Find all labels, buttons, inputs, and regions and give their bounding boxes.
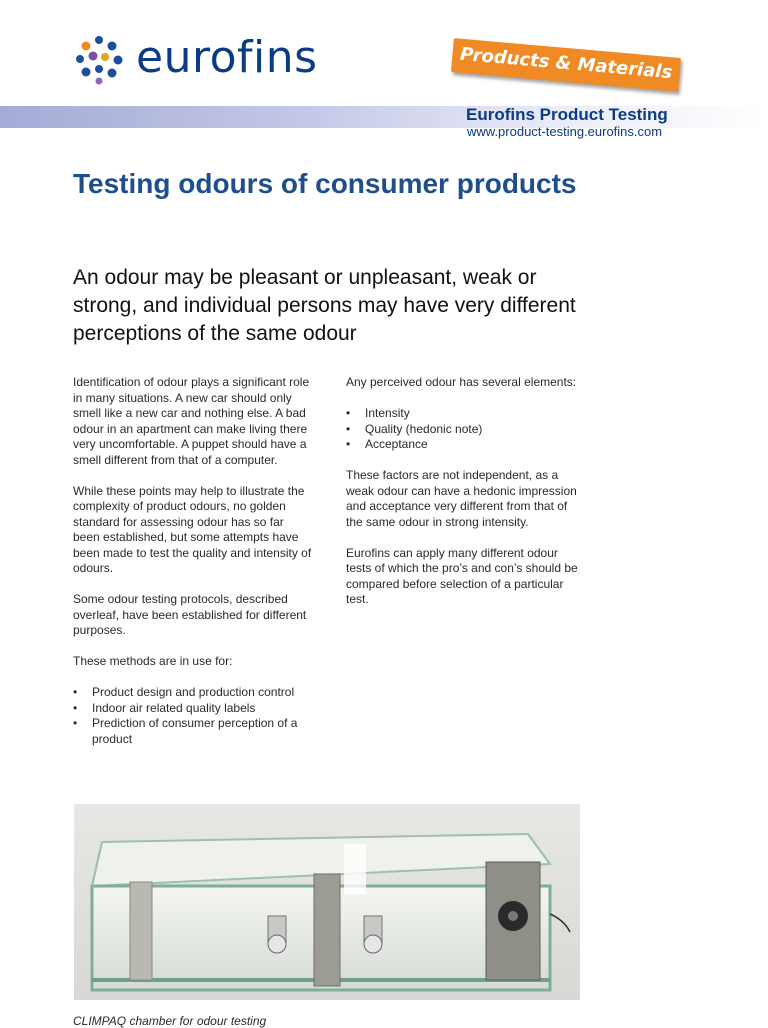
paragraph: Eurofins can apply many different odour tests of which the pro’s and con’s should be compared before selection of a particular test. bbox=[346, 545, 578, 606]
badge-label: Products & Materials bbox=[459, 43, 674, 84]
list-item: • Acceptance bbox=[346, 437, 586, 453]
products-materials-badge bbox=[451, 38, 681, 92]
logo-wordmark: eurofins bbox=[136, 32, 318, 83]
paragraph: While these points may help to illustrate the complexity of product odours, no golden standard for assessing odour has so far been established, but some attempts have been made to test the quality and intensity of odours. bbox=[73, 483, 312, 575]
list-item: • Intensity bbox=[346, 406, 586, 422]
list-item: • Product design and production control bbox=[73, 685, 313, 701]
product-testing-title: Eurofins Product Testing bbox=[466, 105, 668, 124]
product-testing-url[interactable]: www.product-testing.eurofins.com bbox=[467, 124, 663, 139]
page-title: Testing odours of consumer products bbox=[73, 168, 577, 199]
uses-list bbox=[73, 685, 313, 747]
right-column bbox=[346, 375, 586, 623]
paragraph: These methods are in use for: bbox=[73, 654, 233, 668]
paragraph: Some odour testing protocols, described overleaf, have been established for different purposes. bbox=[73, 592, 307, 637]
eurofins-dots-icon bbox=[72, 32, 128, 88]
paragraph: Any perceived odour has several elements: bbox=[346, 375, 577, 389]
figure-caption: CLIMPAQ chamber for odour testing bbox=[73, 1014, 267, 1028]
list-item: • Quality (hedonic note) bbox=[346, 422, 586, 438]
climpaq-chamber-photo bbox=[74, 804, 580, 1000]
page-subtitle: An odour may be pleasant or unpleasant, weak or strong, and individual persons may have very different perceptions of the same odour bbox=[73, 266, 576, 345]
paragraph: Identification of odour plays a significant role in many situations. A new car should only smell like a new car and nothing else. A bad odour in an apartment can make living there very uncomfortable. A puppet should have a smell different from that of a computer. bbox=[73, 375, 310, 467]
list-item: • Prediction of consumer perception of a product bbox=[73, 716, 313, 747]
glass-chamber-illustration bbox=[74, 804, 580, 1000]
list-item: • Indoor air related quality labels bbox=[73, 701, 313, 717]
eurofins-logo bbox=[72, 30, 332, 90]
elements-list bbox=[346, 406, 586, 453]
paragraph: These factors are not independent, as a weak odour can have a hedonic impression and acceptance very different from that of the same odour in strong intensity. bbox=[346, 468, 577, 529]
left-column bbox=[73, 375, 313, 763]
